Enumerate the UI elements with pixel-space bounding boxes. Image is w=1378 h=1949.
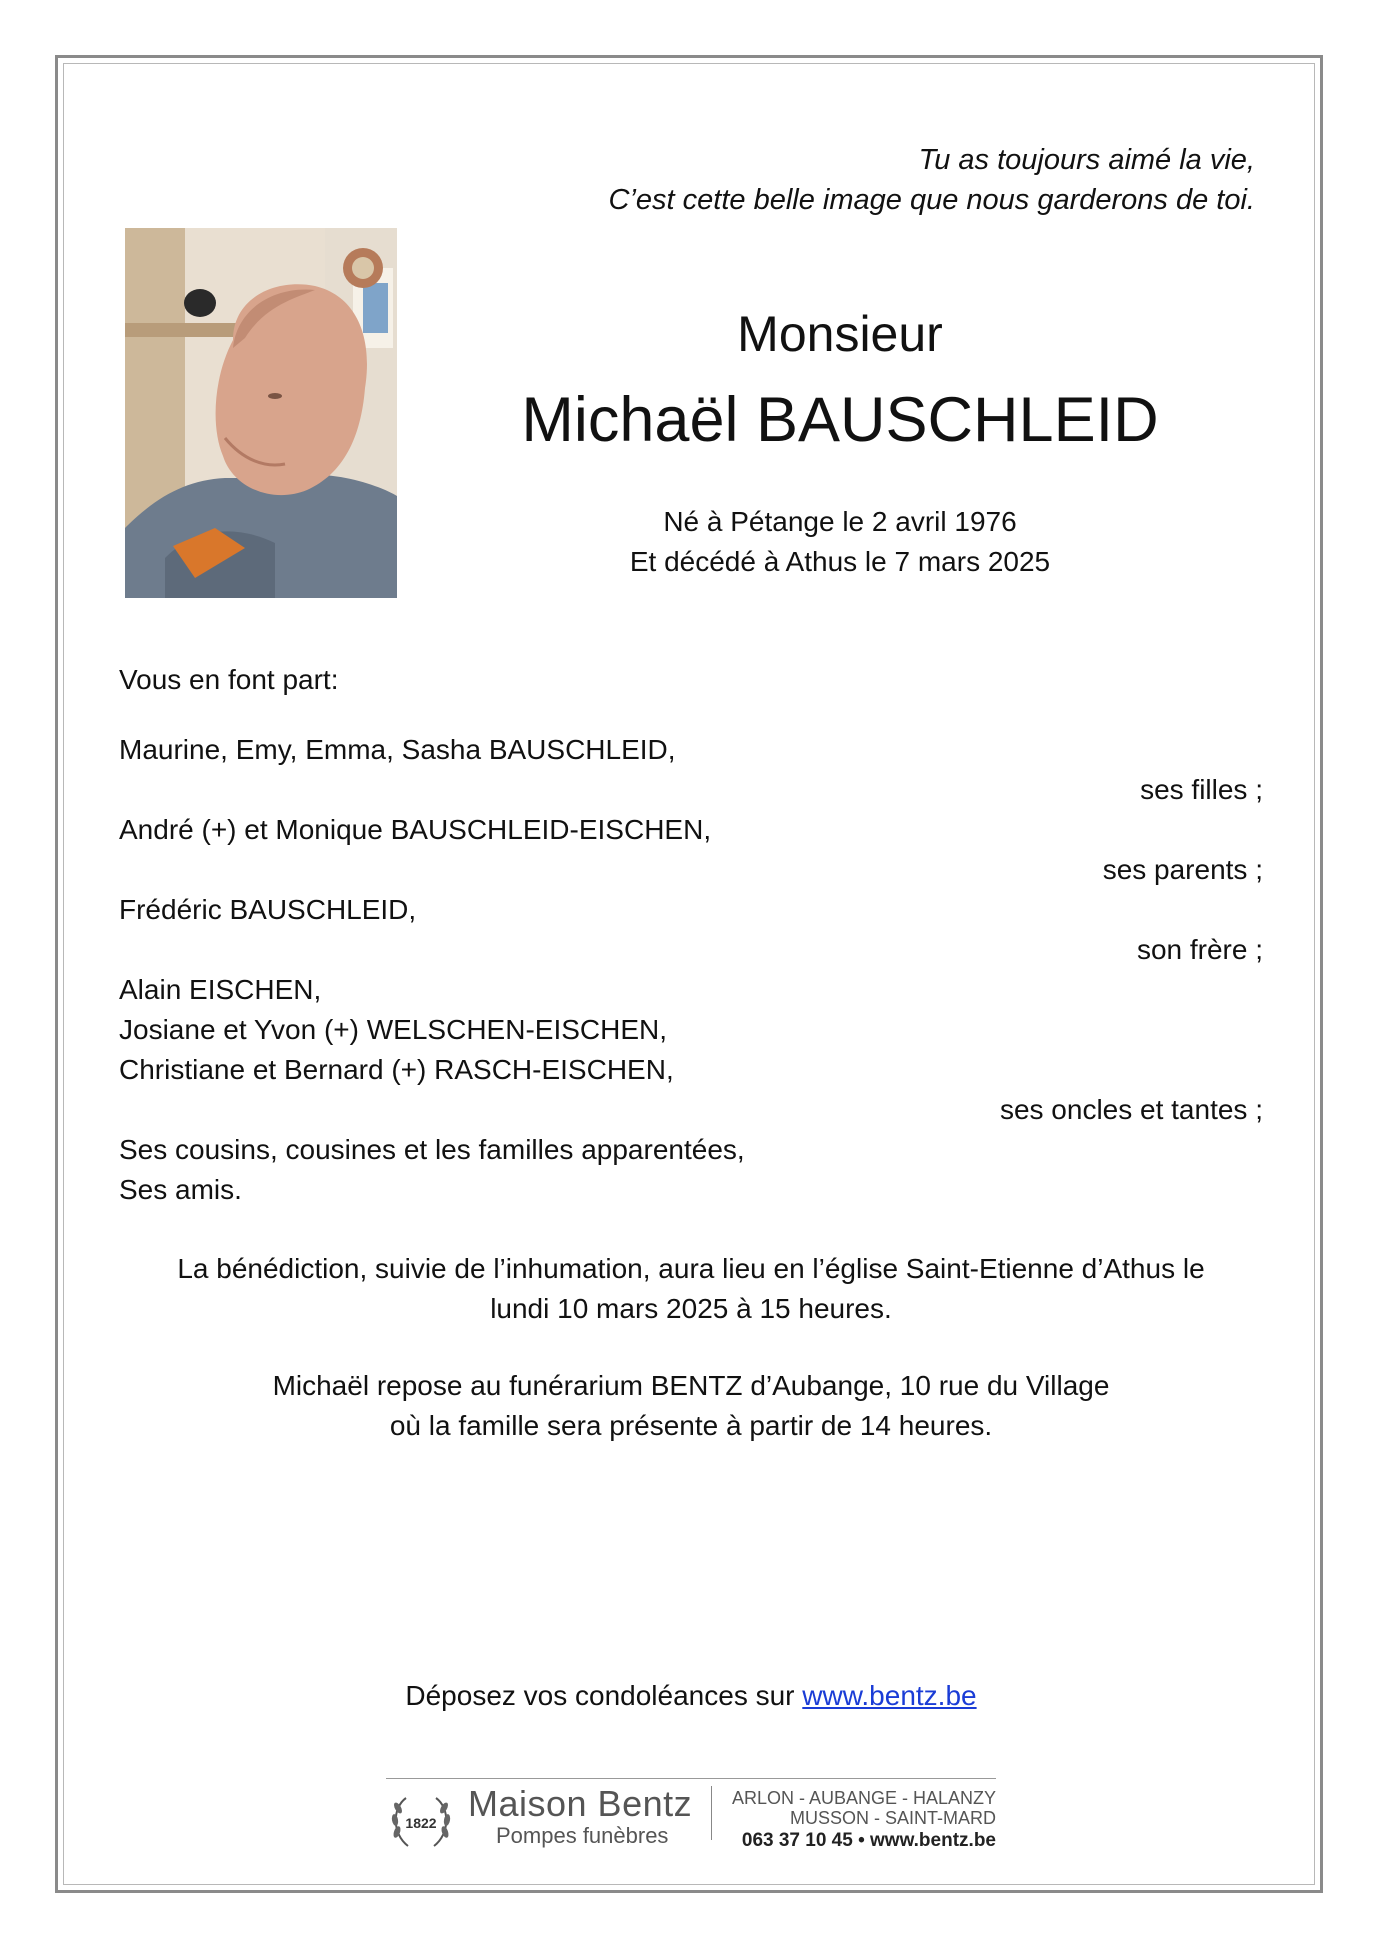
brand-name: Maison Bentz	[468, 1783, 693, 1824]
portrait-photo	[125, 228, 397, 598]
visitation-line-2: où la famille sera présente à partir de 14 heures.	[389, 1410, 993, 1441]
laurel-seal-icon	[386, 1792, 456, 1852]
footer-towns	[716, 1788, 996, 1828]
ceremony-line-1: La bénédiction, suivie de l’inhumation, aura lieu en l’église Saint-Etienne d’Athus le	[177, 1253, 1205, 1284]
announcement-intro: Vous en font part:	[119, 664, 339, 695]
condolences-link[interactable]: www.bentz.be	[802, 1680, 977, 1711]
footer-contact: 063 37 10 45 • www.bentz.be	[741, 1830, 996, 1851]
family-names-uncle-2: Josiane et Yvon (+) WELSCHEN-EISCHEN,	[119, 1014, 668, 1045]
family-names-uncle-3: Christiane et Bernard (+) RASCH-EISCHEN,	[119, 1054, 674, 1085]
towns-line-1: ARLON - AUBANGE - HALANZY	[731, 1788, 996, 1808]
birth-line: Né à Pétange le 2 avril 1976	[663, 506, 1017, 537]
closing-friends: Ses amis.	[119, 1174, 242, 1205]
ceremony-line-2: lundi 10 mars 2025 à 15 heures.	[490, 1293, 892, 1324]
relation-brother: son frère ;	[1136, 934, 1263, 965]
seal-year: 1822	[405, 1815, 437, 1831]
footer-logo	[386, 1778, 996, 1851]
relation-uncles-aunts: ses oncles et tantes ;	[999, 1094, 1263, 1125]
family-names-parents: André (+) et Monique BAUSCHLEID-EISCHEN,	[119, 814, 712, 845]
honorific: Monsieur	[737, 306, 943, 362]
towns-line-2: MUSSON - SAINT-MARD	[789, 1808, 996, 1828]
life-dates	[540, 502, 1140, 582]
visitation-notice	[119, 1366, 1263, 1446]
death-line: Et décédé à Athus le 7 mars 2025	[629, 546, 1051, 577]
relation-daughters: ses filles ;	[1140, 774, 1263, 805]
relation-parents: ses parents ;	[1102, 854, 1263, 885]
footer-separator	[711, 1786, 712, 1840]
epitaph	[609, 140, 1255, 220]
closing-cousins: Ses cousins, cousines et les familles apparentées,	[119, 1134, 745, 1165]
visitation-line-1: Michaël repose au funérarium BENTZ d’Aubange, 10 rue du Village	[272, 1370, 1110, 1401]
footer-rule	[386, 1778, 996, 1779]
condolences-line	[119, 1676, 1263, 1716]
family-names-uncle-1: Alain EISCHEN,	[119, 974, 322, 1005]
family-names-daughters: Maurine, Emy, Emma, Sasha BAUSCHLEID,	[119, 734, 676, 765]
condolences-text: Déposez vos condoléances sur	[405, 1680, 803, 1711]
brand-subtitle: Pompes funèbres	[496, 1823, 669, 1848]
epitaph-line-2: C’est cette belle image que nous garderons de toi.	[608, 184, 1255, 216]
family-list	[119, 730, 1263, 1210]
epitaph-line-1: Tu as toujours aimé la vie,	[918, 144, 1255, 176]
deceased-name: Michaël BAUSCHLEID	[521, 385, 1159, 455]
ceremony-notice	[119, 1249, 1263, 1329]
family-names-brother: Frédéric BAUSCHLEID,	[119, 894, 417, 925]
